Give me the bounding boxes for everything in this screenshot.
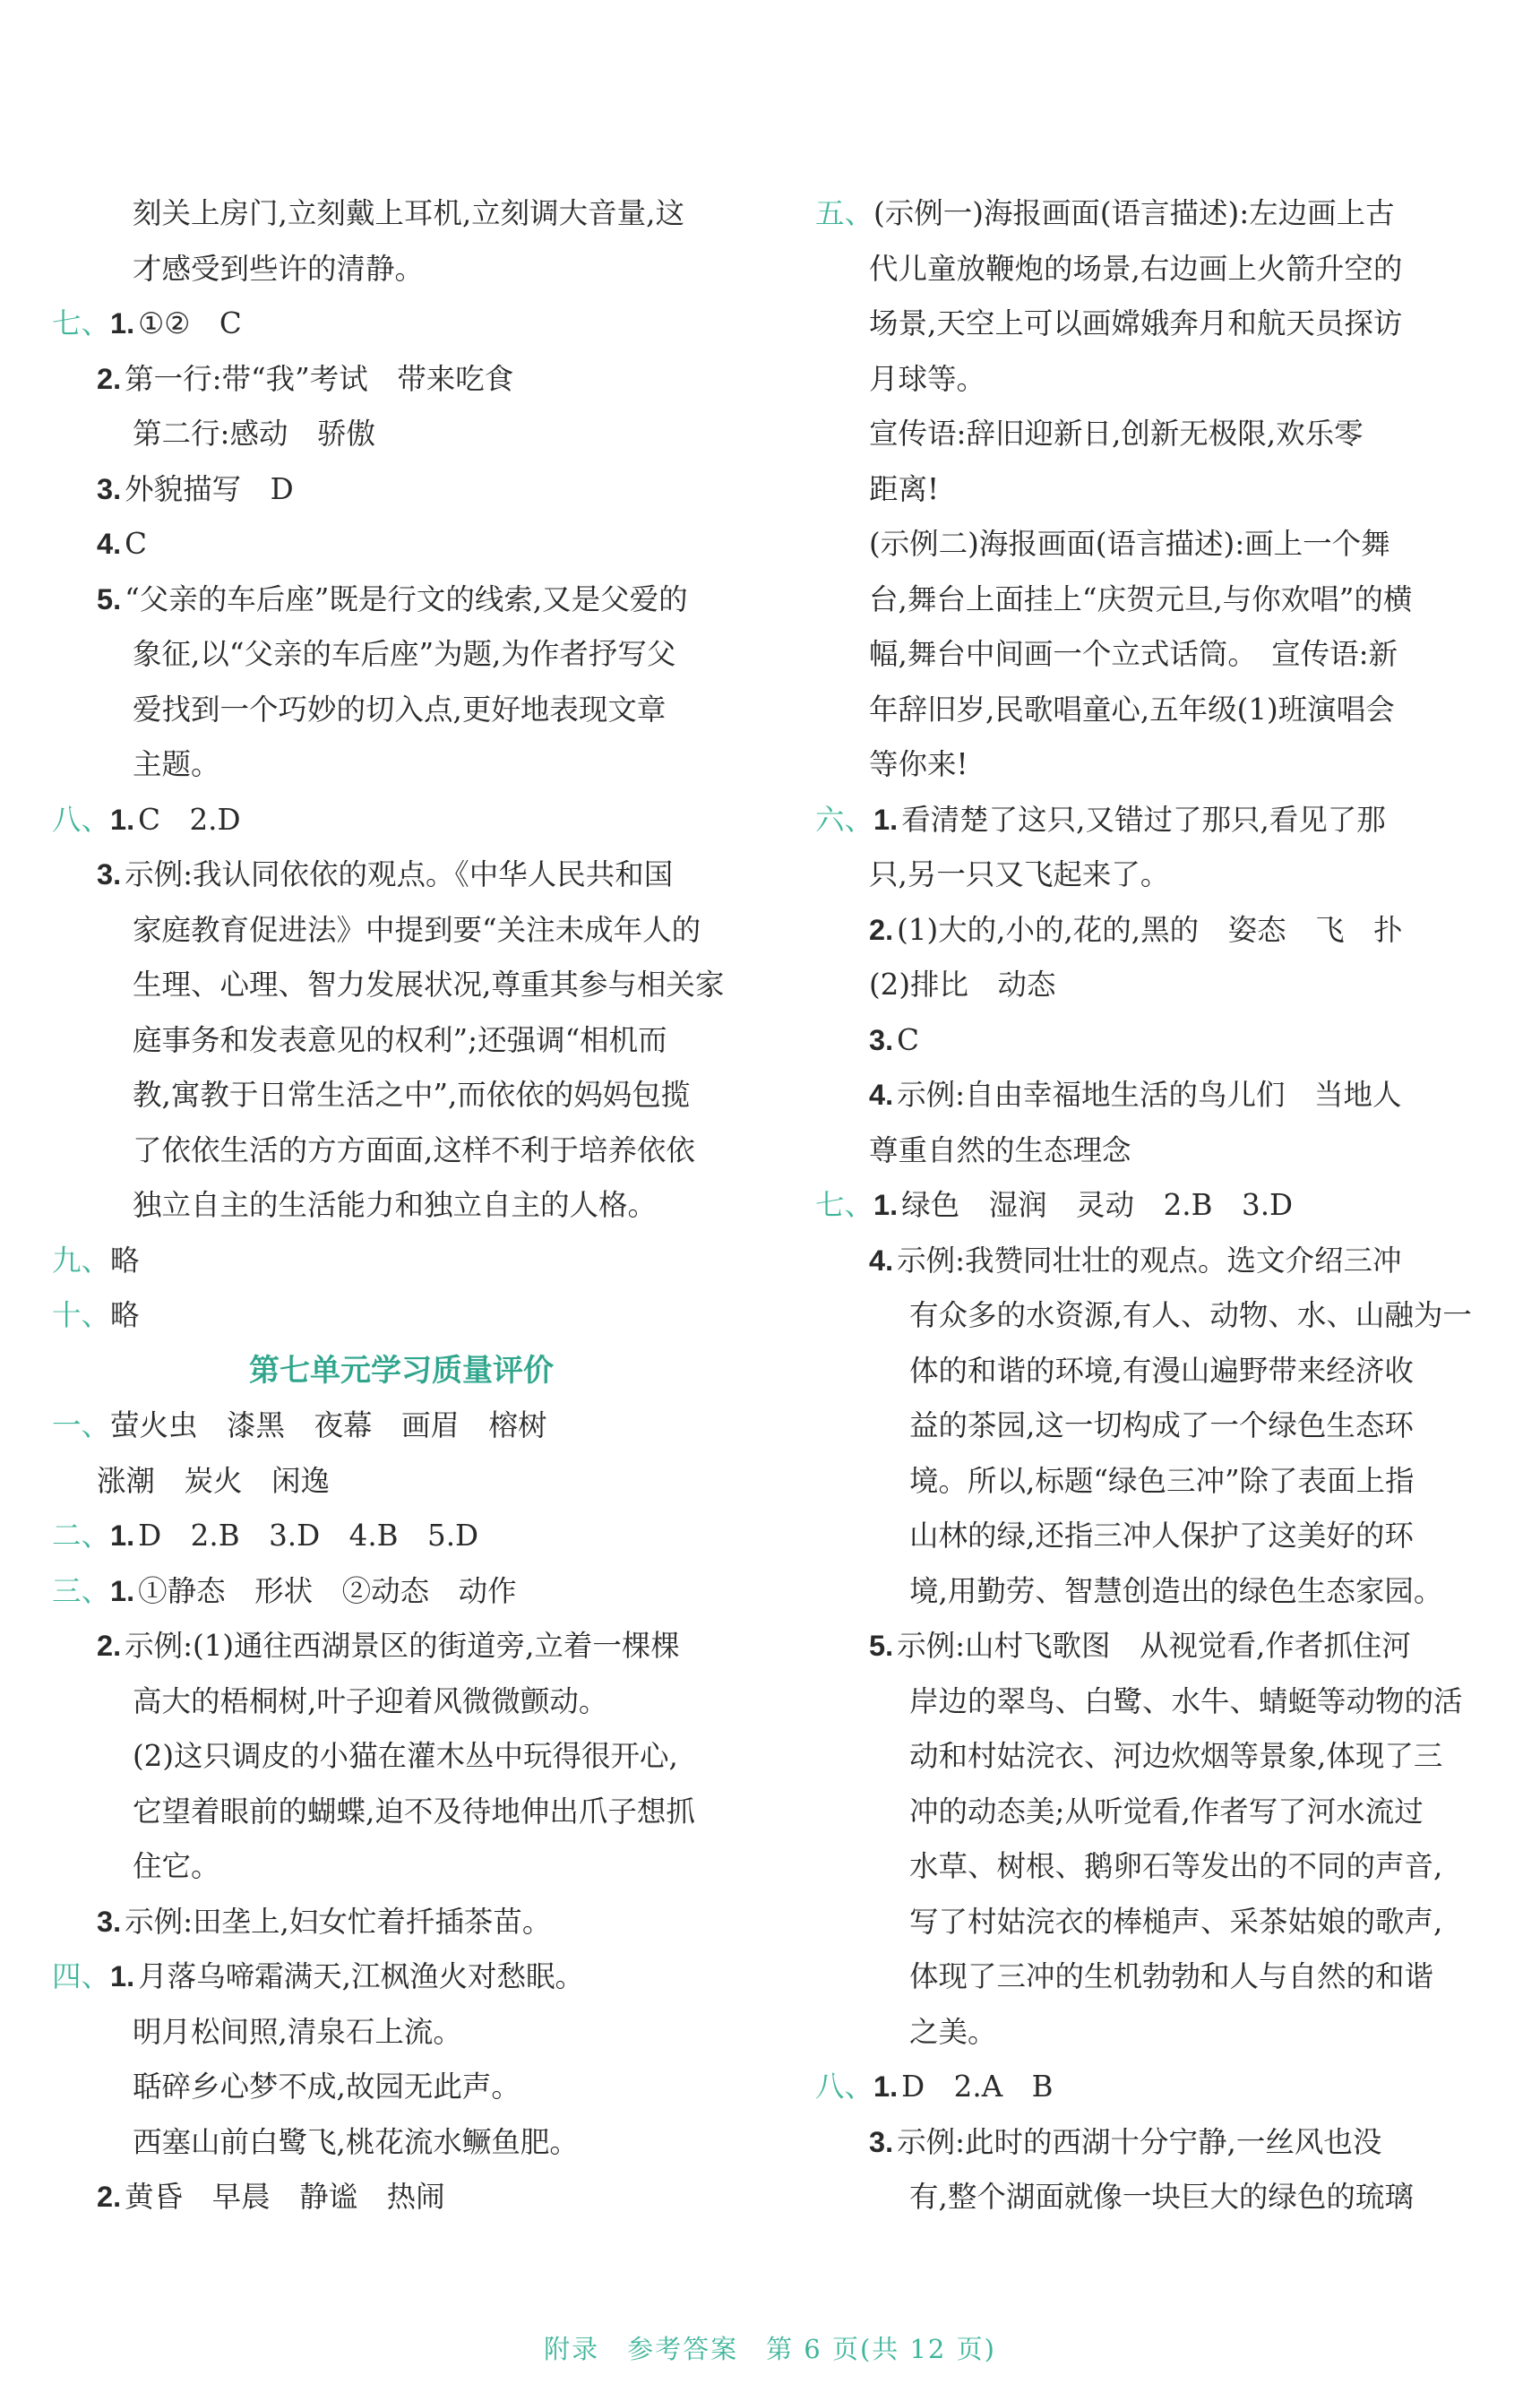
answer-line [815,848,1469,903]
answer-line [52,572,751,628]
answer-line [815,352,1469,408]
answer-line [52,1013,751,1069]
answer-line [52,2115,751,2171]
answer-line [815,407,1469,462]
answer-line [52,1178,751,1234]
section-number: 五、 [815,196,874,230]
answer-line [52,958,751,1013]
answer-line [52,1949,751,2005]
answer-line [52,793,751,848]
answer-line [52,517,751,572]
answer-text: 生理、心理、智力发展状况,尊重其参与相关家 [133,968,725,1002]
answer-text: D 2.B 3.D 4.B 5.D [138,1519,479,1553]
question-number: 2. [869,913,894,946]
answer-line [52,2170,751,2225]
answer-text: C [125,527,147,561]
answer-line [815,1785,1469,1840]
page-footer: 附录 参考答案 第 6 页(共 12 页) [544,2334,996,2364]
answer-text: 示例:此时的西湖十分宁静,一丝风也没 [897,2124,1382,2159]
answer-text: 看清楚了这只,又错过了那只,看见了那 [901,802,1386,837]
answer-text: 高大的梧桐树,叶子迎着风微微颤动。 [133,1683,608,1718]
answer-line [52,2005,751,2061]
question-number: 1. [110,1960,135,1992]
answer-line [52,1895,751,1950]
answer-line [52,848,751,903]
answer-line [52,627,751,683]
question-number: 1. [110,803,135,836]
answer-line [815,1839,1469,1895]
answer-text: 教,寓教于日常生活之中”,而依依的妈妈包揽 [133,1078,691,1112]
answer-text: 距离! [869,471,940,506]
answer-text: 主题。 [133,747,220,781]
answer-text: 台,舞台上面挂上“庆贺元旦,与你欢唱”的横 [869,581,1413,616]
answer-text: 第二行:感动 骄傲 [133,417,375,451]
answer-text: 聒碎乡心梦不成,故园无此声。 [133,2070,521,2104]
answer-text: 月落乌啼霜满天,江枫渔火对愁眠。 [138,1959,584,1993]
answer-line [52,297,751,352]
answer-line [52,903,751,959]
answer-line [52,1399,751,1454]
question-number: 1. [110,1519,135,1552]
answer-line [815,2115,1469,2171]
answer-line [815,1399,1469,1454]
answer-text: 体的和谐的环境,有漫山遍野带来经济收 [909,1353,1414,1388]
section-heading: 第七单元学习质量评价 [249,1352,554,1389]
answer-text: 体现了三冲的生机勃勃和人与自然的和谐 [909,1959,1434,1993]
answer-text: 写了村姑浣衣的棒槌声、采茶姑娘的歌声, [909,1904,1443,1939]
section-number: 三、 [52,1573,111,1608]
answer-line [815,242,1469,297]
answer-text: (示例一)海报画面(语言描述):左边画上古 [873,196,1395,230]
answer-text: 冲的动态美;从听觉看,作者写了河水流过 [909,1794,1424,1829]
answer-line [52,1839,751,1895]
answer-line [815,1729,1469,1785]
section-number: 二、 [52,1519,111,1553]
question-number: 2. [97,362,122,395]
answer-text: 场景,天空上可以画嫦娥奔月和航天员探访 [869,306,1403,340]
section-number: 八、 [815,2070,874,2104]
answer-line [815,462,1469,518]
answer-line [815,903,1469,959]
answer-line [815,186,1469,242]
answer-text: (1)大的,小的,花的,黑的 姿态 飞 扑 [897,912,1403,947]
answer-line [52,1234,751,1289]
answer-text: (2)排比 动态 [869,968,1056,1002]
answer-text: 示例:田垄上,妇女忙着扦插茶苗。 [125,1904,552,1939]
answer-line [52,462,751,518]
answer-text: 家庭教育促进法》中提到要“关注未成年人的 [133,912,701,947]
answer-text: 爱找到一个巧妙的切入点,更好地表现文章 [133,692,667,727]
answer-text: 示例:我赞同壮壮的观点。选文介绍三冲 [897,1243,1402,1278]
section-number: 十、 [52,1298,111,1332]
question-number: 5. [97,582,122,615]
answer-text: 动和村姑浣衣、河边炊烟等景象,体现了三 [909,1739,1443,1773]
answer-line [815,627,1469,683]
answer-line [52,2060,751,2115]
answer-line [815,2170,1469,2225]
question-number: 3. [97,858,122,891]
answer-line [52,683,751,738]
answer-text: 萤火虫 漆黑 夜幕 画眉 榕树 [110,1408,547,1442]
answer-text: 独立自主的生活能力和独立自主的人格。 [133,1188,658,1222]
question-number: 1. [873,803,899,836]
answer-line [815,1454,1469,1510]
section-number: 四、 [52,1959,111,1993]
answer-text: 涨潮 炭火 闲逸 [97,1463,331,1498]
question-number: 1. [110,307,135,340]
answer-text: 有众多的水资源,有人、动物、水、山融为一 [909,1298,1472,1332]
answer-line [815,683,1469,738]
answer-text: 刻关上房门,立刻戴上耳机,立刻调大音量,这 [133,196,684,230]
answer-text: 它望着眼前的蝴蝶,迫不及待地伸出爪子想抓 [133,1794,695,1829]
answer-line [815,1674,1469,1730]
answer-text: 境,用勤劳、智慧创造出的绿色生态家园。 [909,1573,1443,1608]
question-number: 3. [869,2125,894,2158]
answer-line [52,242,751,297]
answer-line [52,737,751,793]
answer-line [815,1619,1469,1674]
answer-line [52,1619,751,1674]
answer-line [52,407,751,462]
answer-text: 年辞旧岁,民歌唱童心,五年级(1)班演唱会 [869,692,1395,727]
question-number: 1. [110,1574,135,1607]
answer-line [815,1234,1469,1289]
answer-text: D 2.A B [901,2070,1054,2104]
question-number: 3. [869,1023,894,1056]
answer-text: 益的茶园,这一切构成了一个绿色生态环 [909,1408,1414,1442]
answer-line [815,1949,1469,2005]
answer-text: 住它。 [133,1849,220,1883]
answer-line [52,186,751,242]
answer-line [815,1564,1469,1620]
answer-line [815,1068,1469,1123]
answer-text: (2)这只调皮的小猫在灌木丛中玩得很开心, [133,1739,678,1773]
answer-text: 第一行:带“我”考试 带来吃食 [125,361,514,396]
question-number: 4. [97,528,122,560]
answer-text: 之美。 [909,2014,997,2049]
answer-text: ①静态 形状 ②动态 动作 [138,1573,517,1608]
section-number: 六、 [815,802,874,837]
answer-line [815,793,1469,848]
answer-text: 示例:(1)通往西湖景区的街道旁,立着一棵棵 [125,1629,680,1663]
answer-text: 象征,以“父亲的车后座”为题,为作者抒写父 [133,637,676,671]
question-number: 1. [873,1189,899,1221]
answer-text: 月球等。 [869,361,986,396]
answer-text: 明月松间照,清泉石上流。 [133,2014,462,2049]
section-number: 八、 [52,802,111,837]
section-number: 九、 [52,1243,111,1278]
question-number: 2. [97,1630,122,1662]
answer-line [815,1178,1469,1234]
answer-text: 略 [110,1243,140,1278]
answer-line [815,297,1469,352]
question-number: 3. [97,472,122,505]
answer-text: 才感受到些许的清静。 [133,251,425,286]
question-number: 3. [97,1905,122,1938]
answer-text: C [897,1022,919,1057]
answer-text: 黄昏 早晨 静谧 热闹 [125,2180,445,2214]
answer-text: 宣传语:辞旧迎新日,创新无极限,欢乐零 [869,417,1364,451]
question-number: 2. [97,2181,122,2213]
answer-line [52,1674,751,1730]
answer-text: “父亲的车后座”既是行文的线索,又是父爱的 [125,581,688,616]
answer-line [52,352,751,408]
answer-text: 略 [110,1298,140,1332]
answer-line [52,1729,751,1785]
answer-text: 境。所以,标题“绿色三冲”除了表面上指 [909,1463,1415,1498]
answer-text: 水草、树根、鹅卵石等发出的不同的声音, [909,1849,1443,1883]
answer-line [52,1564,751,1620]
answer-line [815,1895,1469,1950]
question-number: 5. [869,1630,894,1662]
answer-text: 岸边的翠鸟、白鹭、水牛、蜻蜓等动物的活 [909,1683,1463,1718]
question-number: 1. [873,2070,899,2103]
answer-text: 只,另一只又飞起来了。 [869,857,1170,891]
answer-text: 西塞山前白鹭飞,桃花流水鳜鱼肥。 [133,2124,579,2159]
section-number: 七、 [52,306,111,340]
answer-line [815,1123,1469,1179]
answer-line [815,1288,1472,1344]
answer-text: 山林的绿,还指三冲人保护了这美好的环 [909,1519,1414,1553]
answer-text: (示例二)海报画面(语言描述):画上一个舞 [869,527,1390,561]
answer-line [815,1509,1469,1564]
answer-line [52,1454,751,1510]
answer-text: 代儿童放鞭炮的场景,右边画上火箭升空的 [869,251,1403,286]
answer-line [52,1509,751,1564]
answer-text: 庭事务和发表意见的权利”;还强调“相机而 [133,1022,667,1057]
answer-line [52,1785,751,1840]
answer-text: 尊重自然的生态理念 [869,1132,1131,1167]
answer-text: 示例:自由幸福地生活的鸟儿们 当地人 [897,1078,1402,1112]
question-number: 4. [869,1244,894,1277]
answer-line [52,1123,751,1179]
answer-text: C 2.D [138,802,241,837]
answer-line [815,1344,1469,1399]
answer-text: 绿色 湿润 灵动 2.B 3.D [901,1188,1294,1222]
question-number: 4. [869,1079,894,1111]
answer-text: 示例:山村飞歌图 从视觉看,作者抓住河 [897,1629,1411,1663]
answer-line [815,2060,1469,2115]
answer-text: 等你来! [869,747,968,781]
answer-line [52,1068,751,1123]
answer-line [815,2005,1469,2061]
answer-text: 了依依生活的方方面面,这样不利于培养依依 [133,1132,695,1167]
section-number: 一、 [52,1408,111,1442]
answer-line [52,1288,751,1344]
answer-text: 有,整个湖面就像一块巨大的绿色的琉璃 [909,2180,1414,2214]
answer-text: ①② C [138,306,242,340]
answer-line [815,737,1469,793]
section-number: 七、 [815,1188,874,1222]
answer-text: 示例:我认同依依的观点。《中华人民共和国 [125,857,674,891]
answer-text: 幅,舞台中间画一个立式话筒。 宣传语:新 [869,637,1398,671]
answer-text: 外貌描写 D [125,471,294,506]
right-column [815,186,1472,2225]
answer-line [815,517,1469,572]
left-column [52,186,751,2225]
answer-line [815,572,1469,628]
answer-line [815,1013,1469,1069]
answer-line [815,958,1469,1013]
